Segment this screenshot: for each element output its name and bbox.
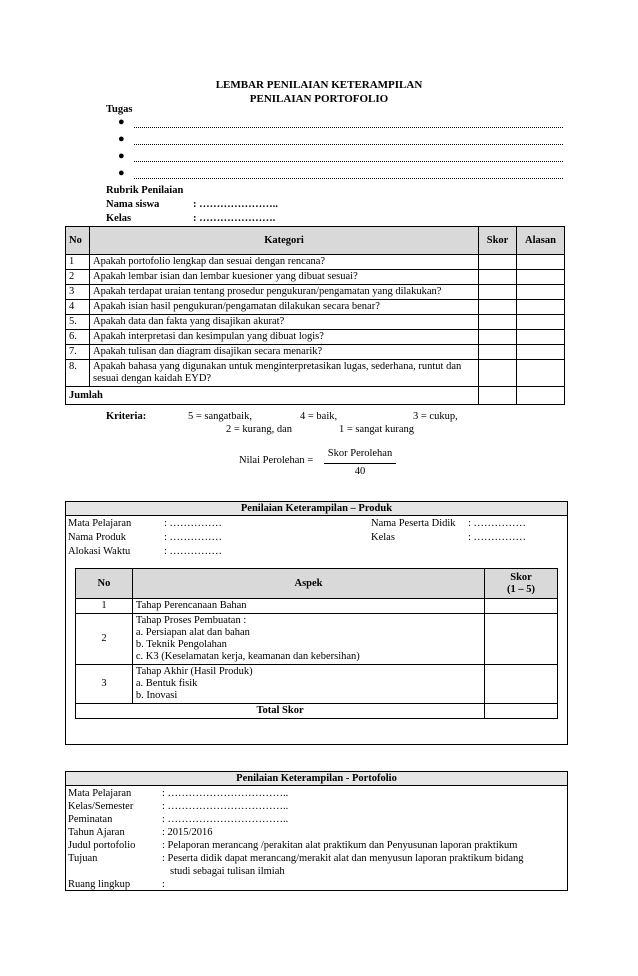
- aspek-header-row: [76, 569, 558, 599]
- produk-kelas-label: Kelas: [371, 532, 395, 543]
- kriteria-label: Kriteria:: [106, 411, 147, 422]
- kriteria-2: 2 = kurang, dan: [226, 424, 292, 435]
- rubrik-label: Rubrik Penilaian: [106, 185, 184, 196]
- judul-portofolio-label: Judul portofolio: [68, 840, 136, 851]
- skor-cell[interactable]: [479, 360, 517, 387]
- table-row: [66, 315, 565, 330]
- kelas-label: Kelas: [106, 213, 132, 224]
- ruang-lingkup-label: Ruang lingkup: [68, 879, 131, 890]
- row-no: 1: [66, 255, 90, 270]
- produk-title: Penilaian Keterampilan – Produk: [66, 502, 567, 516]
- kriteria-5: 5 = sangatbaik,: [188, 411, 252, 422]
- aspek-line: b. Teknik Pengolahan: [135, 639, 227, 650]
- produk-mapel-label: Mata Pelajaran: [68, 518, 132, 529]
- tugas-bullet-1: [118, 114, 563, 128]
- row-kategori: Apakah tulisan dan diagram disajikan secara menarik?: [89, 345, 478, 360]
- tahun-ajaran-value: : 2015/2016: [162, 827, 213, 838]
- col-no: No: [66, 227, 90, 255]
- row-no: 3: [66, 285, 90, 300]
- alasan-cell[interactable]: [517, 345, 565, 360]
- total-row: [66, 387, 565, 405]
- row-no: 2: [76, 614, 133, 665]
- table-row: [66, 300, 565, 315]
- aspek-line: b. Inovasi: [135, 690, 178, 701]
- kelas-semester-value: : ……………………………..: [162, 801, 289, 812]
- col-alasan: Alasan: [517, 227, 565, 255]
- table-row: [66, 255, 565, 270]
- bullet-icon: ●: [118, 167, 125, 179]
- row-aspek: Tahap Perencanaan Bahan: [132, 599, 484, 614]
- alasan-cell[interactable]: [517, 360, 565, 387]
- kriteria-1: 1 = sangat kurang: [339, 424, 415, 435]
- col-no: No: [76, 569, 133, 599]
- table-row: [66, 270, 565, 285]
- row-no: 7.: [66, 345, 90, 360]
- col-aspek: Aspek: [132, 569, 484, 599]
- nama-produk-label: Nama Produk: [68, 532, 127, 543]
- row-no: 2: [66, 270, 90, 285]
- jumlah-alasan-cell[interactable]: [517, 387, 565, 405]
- aspek-line: a. Persiapan alat dan bahan: [135, 627, 250, 638]
- table-row: [66, 345, 565, 360]
- blank-line: [134, 135, 563, 145]
- nama-siswa-label: Nama siswa: [106, 199, 160, 210]
- kelas-semester-label: Kelas/Semester: [68, 801, 134, 812]
- row-kategori: Apakah bahasa yang digunakan untuk menginterpretasikan lugas, sederhana, runtut dan sesuai dengan kaidah EYD?: [89, 360, 478, 387]
- skor-cell[interactable]: [485, 665, 558, 704]
- skor-range: (1 – 5): [507, 583, 536, 595]
- aspek-line: Tahap Proses Pembuatan :: [135, 615, 247, 626]
- alasan-cell[interactable]: [517, 285, 565, 300]
- peminatan-label: Peminatan: [68, 814, 113, 825]
- alasan-cell[interactable]: [517, 255, 565, 270]
- table-row: [76, 665, 558, 704]
- nama-produk-value: : ……………: [164, 532, 223, 543]
- row-no: 3: [76, 665, 133, 704]
- bullet-icon: ●: [118, 150, 125, 162]
- blank-line: [134, 169, 563, 179]
- skor-cell[interactable]: [485, 614, 558, 665]
- produk-box: [65, 501, 568, 745]
- row-no: 8.: [66, 360, 90, 387]
- alokasi-waktu-label: Alokasi Waktu: [68, 546, 131, 557]
- tugas-label: Tugas: [106, 104, 133, 115]
- produk-kelas-value: : ……………: [468, 532, 527, 543]
- aspek-line: Tahap Akhir (Hasil Produk): [135, 666, 253, 677]
- blank-line: [134, 152, 563, 162]
- kriteria-3: 3 = cukup,: [413, 411, 458, 422]
- skor-cell[interactable]: [479, 300, 517, 315]
- tugas-bullet-2: [118, 131, 563, 145]
- aspek-line: c. K3 (Keselamatan kerja, keamanan dan kebersihan): [135, 651, 360, 662]
- fraction-bar: [324, 463, 396, 464]
- tujuan-value: : Peserta didik dapat merancang/merakit alat dan menyusun laporan praktikum bidang: [162, 853, 524, 864]
- alasan-cell[interactable]: [517, 300, 565, 315]
- kelas-value: : ………………….: [193, 213, 276, 224]
- total-skor-cell[interactable]: [485, 704, 558, 719]
- table-row: [66, 285, 565, 300]
- alasan-cell[interactable]: [517, 270, 565, 285]
- tahun-ajaran-label: Tahun Ajaran: [68, 827, 125, 838]
- skor-cell[interactable]: [479, 255, 517, 270]
- blank-line: [134, 118, 563, 128]
- row-kategori: Apakah lembar isian dan lembar kuesioner yang dibuat sesuai?: [89, 270, 478, 285]
- alasan-cell[interactable]: [517, 330, 565, 345]
- table-row: [76, 614, 558, 665]
- tugas-bullet-3: [118, 148, 563, 162]
- skor-cell[interactable]: [479, 315, 517, 330]
- page-title: LEMBAR PENILAIAN KETERAMPILAN: [215, 79, 423, 91]
- alokasi-waktu-value: : ……………: [164, 546, 223, 557]
- tujuan-value-cont: studi sebagai tulisan ilmiah: [170, 866, 285, 877]
- portofolio-box: [65, 771, 568, 891]
- skor-cell[interactable]: [485, 599, 558, 614]
- peserta-didik-value: : ……………: [468, 518, 527, 529]
- peserta-didik-label: Nama Peserta Didik: [371, 518, 456, 529]
- bullet-icon: ●: [118, 116, 125, 128]
- skor-title: Skor: [510, 571, 532, 583]
- porto-mapel-value: : ……………………………..: [162, 788, 289, 799]
- nama-siswa-value: : …………………..: [193, 199, 278, 210]
- formula-denominator: 40: [354, 466, 366, 477]
- jumlah-skor-cell[interactable]: [479, 387, 517, 405]
- jumlah-label: Jumlah: [66, 387, 479, 405]
- peminatan-value: : ……………………………..: [162, 814, 289, 825]
- row-no: 6.: [66, 330, 90, 345]
- skor-cell[interactable]: [479, 330, 517, 345]
- tujuan-label: Tujuan: [68, 853, 98, 864]
- row-kategori: Apakah terdapat uraian tentang prosedur pengukuran/pengamatan yang dilakukan?: [89, 285, 478, 300]
- row-no: 4: [66, 300, 90, 315]
- row-kategori: Apakah portofolio lengkap dan sesuai dengan rencana?: [89, 255, 478, 270]
- alasan-cell[interactable]: [517, 315, 565, 330]
- skor-cell[interactable]: [479, 285, 517, 300]
- portofolio-title: Penilaian Keterampilan - Portofolio: [66, 772, 567, 786]
- judul-portofolio-value: : Pelaporan merancang /perakitan alat praktikum dan Penyusunan laporan praktikum: [162, 840, 518, 851]
- row-no: 1: [76, 599, 133, 614]
- table-row: [66, 330, 565, 345]
- ruang-lingkup-value: :: [162, 879, 165, 890]
- row-aspek: [132, 614, 484, 665]
- kriteria-4: 4 = baik,: [300, 411, 338, 422]
- row-kategori: Apakah data dan fakta yang disajikan akurat?: [89, 315, 478, 330]
- rubrik-table: [65, 226, 565, 405]
- rubrik-header-row: [66, 227, 565, 255]
- table-row: [76, 599, 558, 614]
- porto-mapel-label: Mata Pelajaran: [68, 788, 132, 799]
- formula-numerator: Skor Perolehan: [327, 448, 393, 459]
- formula-left: Nilai Perolehan =: [239, 455, 314, 466]
- skor-cell[interactable]: [479, 270, 517, 285]
- table-row: [66, 360, 565, 387]
- bullet-icon: ●: [118, 133, 125, 145]
- col-skor: Skor: [479, 227, 517, 255]
- total-skor-label: Total Skor: [76, 704, 485, 719]
- row-kategori: Apakah interpretasi dan kesimpulan yang dibuat logis?: [89, 330, 478, 345]
- aspek-line: a. Bentuk fisik: [135, 678, 198, 689]
- tugas-bullet-4: [118, 165, 563, 179]
- aspek-table: [75, 568, 558, 719]
- page-subtitle: PENILAIAN PORTOFOLIO: [249, 93, 389, 105]
- row-no: 5.: [66, 315, 90, 330]
- col-skor: [485, 569, 558, 599]
- row-kategori: Apakah isian hasil pengukuran/pengamatan dilakukan secara benar?: [89, 300, 478, 315]
- produk-mapel-value: : ……………: [164, 518, 223, 529]
- skor-cell[interactable]: [479, 345, 517, 360]
- row-aspek: [132, 665, 484, 704]
- col-kategori: Kategori: [89, 227, 478, 255]
- total-row: [76, 704, 558, 719]
